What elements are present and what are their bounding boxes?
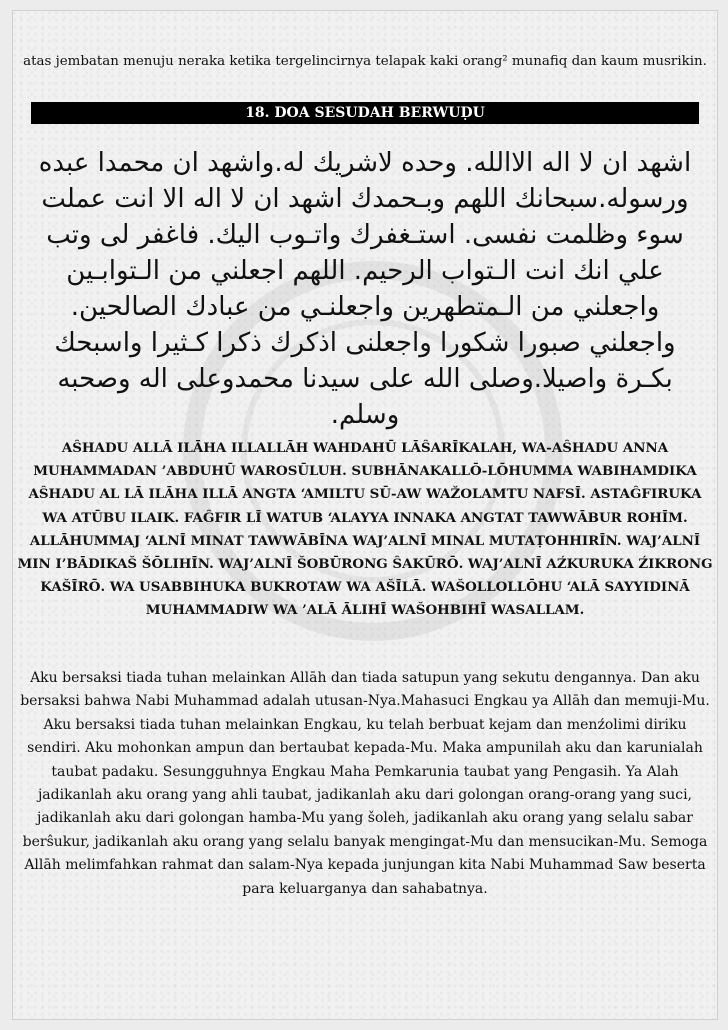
intro-text: atas jembatan menuju neraka ketika tergelincirnya telapak kaki orang² munafiq dan kaum musrikin. bbox=[23, 54, 707, 69]
transliteration-text: AŜHADU ALLĀ ILĀHA ILLALLĀH WAHDAHŪ LĀŜARĪKALAH, WA-AŜHADU ANNA MUHAMMADAN ’ABDUHŪ WAROSŪLUH. SUBHĀNAKALLŌ-LŌHUMMA WABIHAMDIKA AŜHADU AL LĀ ILĀHA ILLĀ ANGTA ‘AMILTU SŪ-AW WAŽOLAMTU NAFSĪ. ASTAĜFIRUKA WA ATŪBU ILAIK. FAĜFIR LĪ WATUB ‘ALAYYA INNAKA ANGTAT TAWWĀBUR ROHĪM. ALLĀHUMMAJ ‘ALNĪ MINAT TAWWĀBĪNA WAJ’ALNĪ MINAL MUTAṬOHHIRĪN. WAJ’ALNĪ MIN I’BĀDIKAŠ ŠŌLIHĪN. WAJ’ALNĪ ŠOBŪRONG ŜAKŪRŌ. WAJ’ALNĪ AŹKURUKA ŹIKRONG KAŠĪRŌ. WA USABBIHUKA BUKROTAW WA AŠĪLĀ. WAŠOLLOLLŌHU ‘ALĀ SAYYIDINĀ MUHAMMADIW WA ’ALĀ ĀLIHĪ WAŠOHBIHĪ WASALLAM. bbox=[17, 440, 713, 619]
section-heading: 18. DOA SESUDAH BERWUḌU bbox=[31, 102, 699, 124]
arabic-prayer-text: اشهد ان لا اله الاالله. وحده لاشريك له.واشهد ان محمدا عبده ورسوله.سبحانك اللهم وبـحمدك اشهد ان لا اله الا انت عملت سوء وظلمت نفسى. استـغفرك واتـوب اليك. فاغفر لى وتب علي انك انت الـتواب الرحيم. اللهم اجعلني من الـتوابـين واجعلني من الـمتطهرين واجعلنـي من عبادك الصالحين. واجعلني صبورا شكورا واجعلنى اذكرك ذكرا كـثيرا واسبحك بكـرة واصيلا.وصلى الله على سيدنا محمدوعلى اله وصحبه وسلم. bbox=[38, 148, 692, 430]
document-page bbox=[12, 10, 718, 1020]
translation-text: Aku bersaksi tiada tuhan melainkan Allāh dan tiada satupun yang sekutu dengannya. Dan aku bersaksi bahwa Nabi Muhammad adalah utusan-Nya.Mahasuci Engkau ya Allāh dan memuji-Mu. Aku bersaksi tiada tuhan melainkan Engkau, ku telah berbuat kejam dan menźolimi diriku sendiri. Aku mohonkan ampun dan bertaubat kepada-Mu. Maka ampunilah aku dan karunialah taubat padaku. Sesungguhnya Engkau Maha Pemkarunia taubat yang Pengasih. Ya Alah jadikanlah aku orang yang ahli taubat, jadikanlah aku dari golongan orang-orang yang suci, jadikanlah aku dari golongan hamba-Mu yang šoleh, jadikanlah aku orang yang selalu sabar berŝukur, jadikanlah aku orang yang selalu banyak mengingat-Mu dan mensucikan-Mu. Semoga Allāh melimfahkan rahmat dan salam-Nya kepada junjungan kita Nabi Muhammad Saw beserta para keluarganya dan sahabatnya. bbox=[20, 670, 710, 897]
